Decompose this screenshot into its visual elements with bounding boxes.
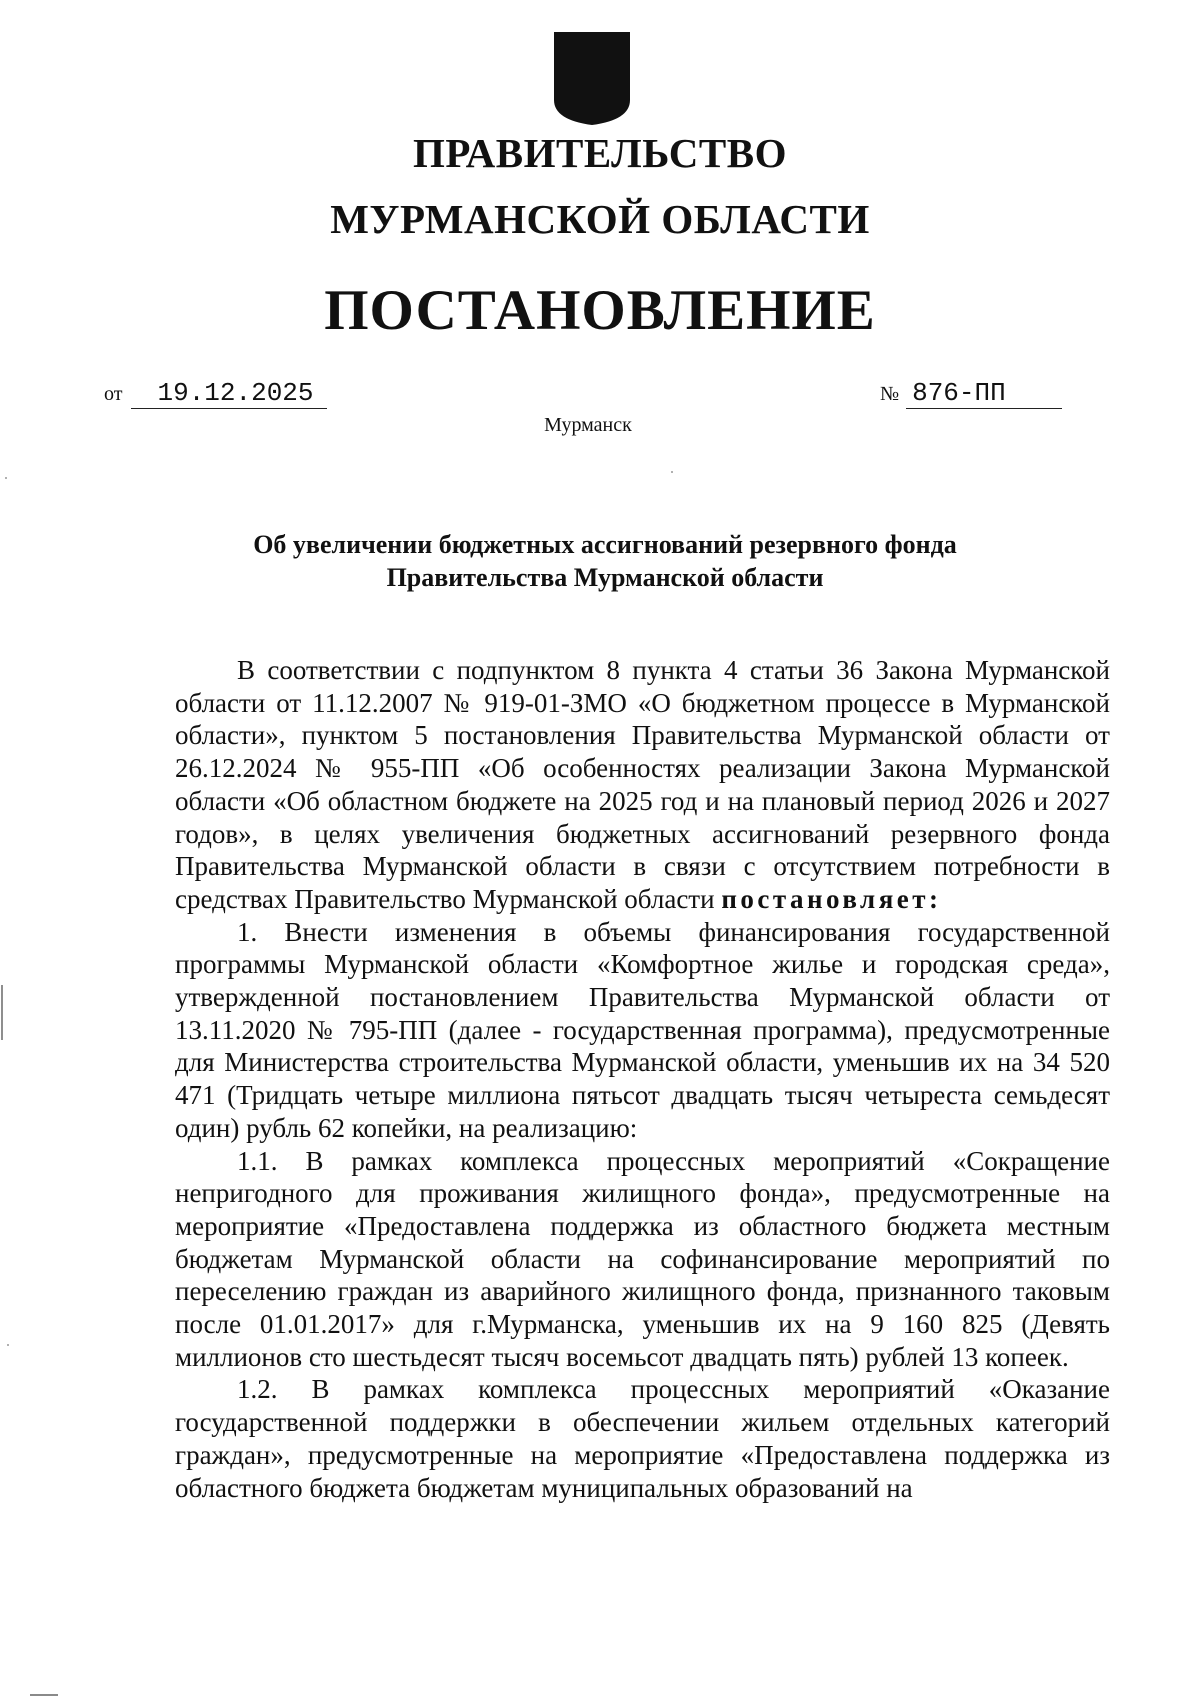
date-row bbox=[104, 378, 327, 412]
org-name-line2: МУРМАНСКОЙ ОБЛАСТИ bbox=[330, 196, 870, 242]
document-body bbox=[175, 654, 1110, 1504]
number-prefix: № bbox=[880, 383, 900, 405]
decree-word: постановляет: bbox=[721, 883, 942, 914]
city-name: Мурманск bbox=[544, 414, 632, 436]
item-1: 1. Внести изменения в объемы финансирования государственной программы Мурманской области «Комфортное жилье и городская среда», утвержденной постановлением Правительства Мурманской области от 13.11.2020 № 795-ПП (далее - государственная программа), предусмотренные для Министерства строительства Мурманской области, уменьшив их на 34 520 471 (Тридцать четыре миллиона пятьсот двадцать тысяч четыреста семьдесят один) рубль 62 копейки, на реализацию: bbox=[175, 916, 1110, 1143]
preamble-text: В соответствии с подпунктом 8 пункта 4 статьи 36 Закона Мурманской области от 11.12.2007 № 919-01-ЗМО «О бюджетном процессе в Мурманской области», пунктом 5 постановления Правительства Мурманской области от 26.12.2024 № 955-ПП «Об особенностях реализации Закона Мурманской области «Об областном бюджете на 2025 год и на плановый период 2026 и 2027 годов», в целях увеличения бюджетных ассигнований резервного фонда Правительства Мурманской области в связи с отсутствием потребности в средствах Правительство Мурманской области bbox=[175, 655, 1110, 914]
document-title bbox=[175, 528, 1035, 594]
preamble-paragraph bbox=[175, 654, 1110, 916]
item-1-2: 1.2. В рамках комплекса процессных мероприятий «Оказание государственной поддержки в обеспечении жильем отдельных категорий граждан», предусмотренные на мероприятие «Предоставлена поддержка из областного бюджета бюджетам муниципальных образований на bbox=[175, 1374, 1110, 1503]
document-date: 19.12.2025 bbox=[131, 378, 327, 409]
document-number: 876-ПП bbox=[906, 378, 1062, 409]
title-line2: Правительства Мурманской области bbox=[386, 563, 824, 592]
document-type: ПОСТАНОВЛЕНИЕ bbox=[324, 279, 876, 342]
number-row bbox=[880, 378, 1062, 409]
item-1-1: 1.1. В рамках комплекса процессных мероприятий «Сокращение непригодного для проживания жилищного фонда», предусмотренные на мероприятие «Предоставлена поддержка из областного бюджета местным бюджетам Мурманской области на софинансирование мероприятий по переселению граждан из аварийного жилищного фонда, признанного таковым после 01.01.2017» для г.Мурманска, уменьшив их на 9 160 825 (Девять миллионов сто шестьдесят тысяч восемьсот двадцать пять) рублей 13 копеек. bbox=[175, 1145, 1110, 1372]
coat-of-arms-emblem bbox=[550, 30, 634, 126]
date-prefix: от bbox=[104, 383, 123, 405]
org-name-line1: ПРАВИТЕЛЬСТВО bbox=[412, 130, 788, 176]
title-line1: Об увеличении бюджетных ассигнований резервного фонда bbox=[253, 530, 957, 559]
